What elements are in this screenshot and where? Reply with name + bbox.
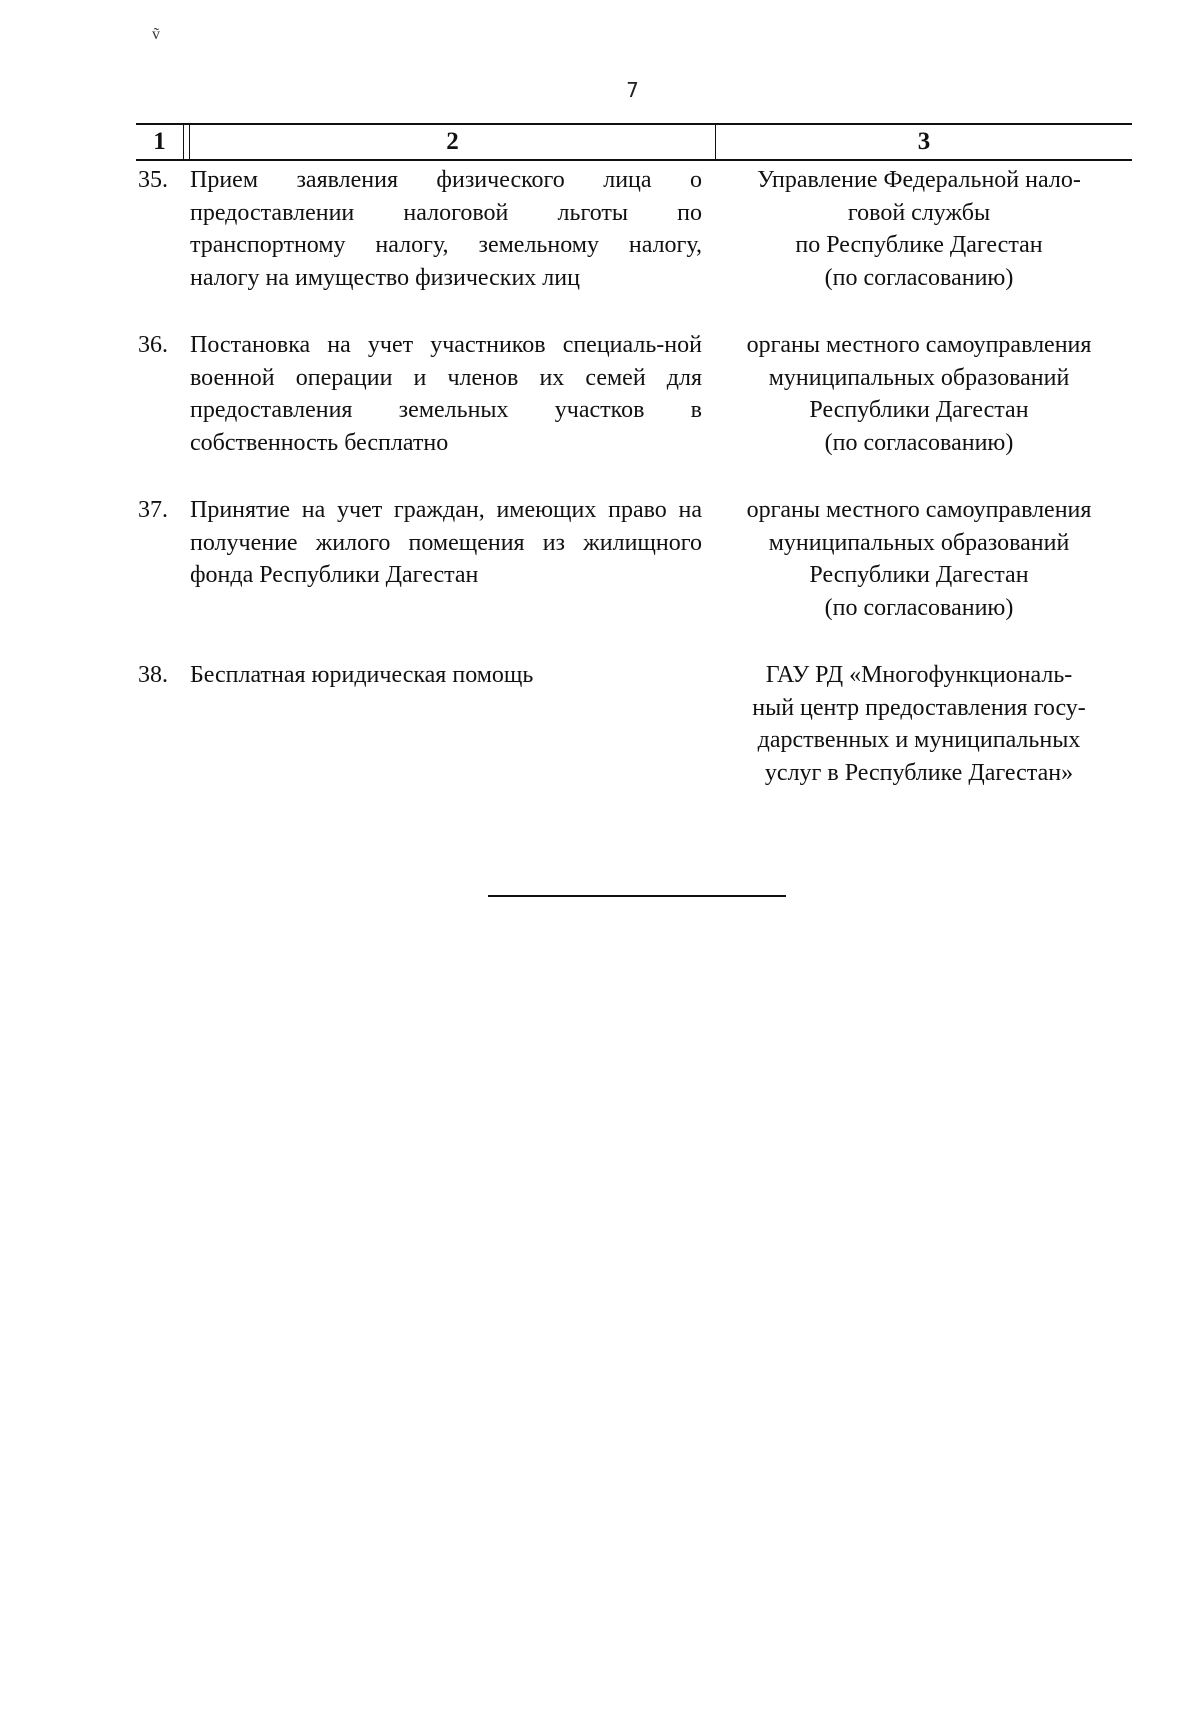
organization-line: муниципальных образований	[768, 364, 1070, 391]
organization-line: органы местного самоуправления	[746, 332, 1092, 358]
organization-line: по Республике Дагестан	[795, 232, 1043, 258]
row-description: Принятие на учет граждан, имеющих право на получение жилого помещения из жилищного фонда Республики Дагестан	[190, 497, 702, 588]
header-col-3: 3	[917, 128, 931, 155]
organization-line: (по согласованию)	[824, 429, 1014, 456]
table-body	[136, 164, 1132, 824]
row-number: 36.	[138, 332, 168, 358]
row-number: 35.	[138, 167, 168, 193]
table-row	[136, 164, 1132, 294]
row-description: Бесплатная юридическая помощь	[190, 662, 534, 688]
header-col-2: 2	[190, 125, 716, 159]
organization-line: ГАУ РД «Многофункциональ-	[765, 662, 1073, 688]
table-row	[136, 659, 1132, 789]
organization-line: говой службы	[847, 199, 991, 226]
table-row	[136, 329, 1132, 459]
table-header	[136, 123, 1132, 161]
row-organization	[702, 164, 1132, 294]
header-col-1: 1	[136, 125, 184, 159]
organization-line: ный центр предоставления госу-	[752, 694, 1086, 721]
organization-line: услуг в Республике Дагестан»	[764, 759, 1074, 786]
organization-line: муниципальных образований	[768, 529, 1070, 556]
organization-line: дарственных и муниципальных	[757, 727, 1081, 753]
row-number: 38.	[138, 662, 168, 688]
page-number: 7	[626, 78, 639, 102]
organization-line: (по согласованию)	[824, 264, 1014, 291]
row-organization	[702, 659, 1132, 789]
row-description: Прием заявления физического лица о предоставлении налоговой льготы по транспортному налогу, земельному налогу, налогу на имущество физических лиц	[190, 167, 702, 291]
row-number: 37.	[138, 497, 168, 523]
organization-line: Управление Федеральной нало-	[757, 167, 1081, 193]
organization-line: (по согласованию)	[824, 594, 1014, 621]
organization-line: Республики Дагестан	[809, 562, 1029, 588]
table-row	[136, 494, 1132, 624]
row-description: Постановка на учет участников специаль-ной военной операции и членов их семей для предоставления земельных участков в собственность бесплатно	[190, 332, 702, 456]
organization-line: Республики Дагестан	[809, 397, 1029, 423]
row-organization	[702, 494, 1132, 624]
end-of-table-rule	[488, 895, 786, 897]
page-mark: ṽ	[152, 26, 160, 43]
organization-line: органы местного самоуправления	[746, 497, 1092, 523]
row-organization	[702, 329, 1132, 459]
